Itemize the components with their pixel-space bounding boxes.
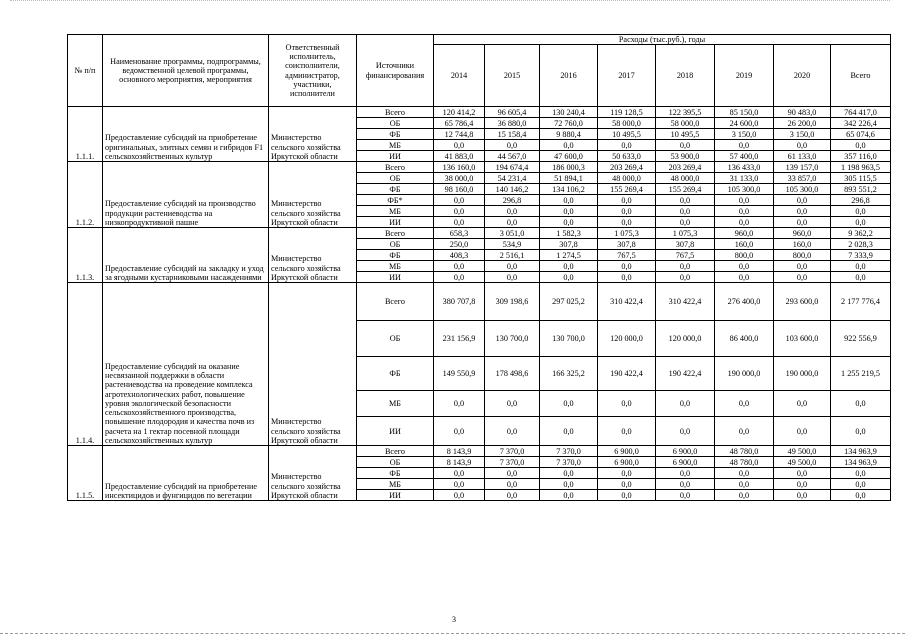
- year-value: 800,0: [774, 250, 831, 261]
- year-value: 6 900,0: [656, 446, 715, 457]
- year-value: 658,3: [434, 228, 485, 239]
- year-value: 1 075,3: [598, 228, 656, 239]
- year-value: 767,5: [656, 250, 715, 261]
- header-sources: Источники финансирования: [357, 35, 434, 107]
- year-value: 1 582,3: [540, 228, 598, 239]
- total-value: 0,0: [831, 261, 891, 272]
- year-value: 98 160,0: [434, 184, 485, 195]
- item-executor: Министерство сельского хозяйства Иркутской области: [269, 162, 357, 228]
- funding-source: МБ: [357, 261, 434, 272]
- year-value: 0,0: [774, 206, 831, 217]
- header-executor: Ответственный исполнитель, соисполнители, администратор, участники, исполнители: [269, 35, 357, 107]
- header-total: Всего: [831, 45, 891, 107]
- year-value: 0,0: [598, 261, 656, 272]
- total-value: 0,0: [831, 490, 891, 501]
- year-value: 0,0: [540, 140, 598, 151]
- year-value: 48 780,0: [715, 457, 774, 468]
- year-value: 57 400,0: [715, 151, 774, 162]
- year-value: 61 133,0: [774, 151, 831, 162]
- year-value: 0,0: [656, 490, 715, 501]
- year-value: 190 422,4: [598, 357, 656, 391]
- total-value: 1 255 219,5: [831, 357, 891, 391]
- table-row: [68, 228, 891, 239]
- header-expenses: Расходы (тыс.руб.), годы: [434, 35, 891, 45]
- year-value: 58 000,0: [598, 118, 656, 129]
- item-executor: Министерство сельского хозяйства Иркутской области: [269, 283, 357, 446]
- total-value: 65 074,6: [831, 129, 891, 140]
- header-year: 2019: [715, 45, 774, 107]
- year-value: 85 150,0: [715, 107, 774, 118]
- funding-source: Всего: [357, 162, 434, 173]
- year-value: 50 633,0: [598, 151, 656, 162]
- year-value: 139 157,0: [774, 162, 831, 173]
- year-value: 2 516,1: [485, 250, 540, 261]
- total-value: 357 116,0: [831, 151, 891, 162]
- year-value: 0,0: [540, 272, 598, 283]
- year-value: 0,0: [540, 206, 598, 217]
- funding-source: ФБ*: [357, 195, 434, 206]
- item-number: 1.1.1.: [68, 107, 103, 162]
- year-value: 86 400,0: [715, 321, 774, 357]
- table-row: [68, 162, 891, 173]
- year-value: 119 128,5: [598, 107, 656, 118]
- total-value: 7 333,9: [831, 250, 891, 261]
- year-value: 310 422,4: [598, 283, 656, 321]
- year-value: 105 300,0: [774, 184, 831, 195]
- year-value: 105 300,0: [715, 184, 774, 195]
- year-value: 0,0: [598, 140, 656, 151]
- year-value: 140 146,2: [485, 184, 540, 195]
- year-value: 296,8: [485, 195, 540, 206]
- year-value: 0,0: [485, 206, 540, 217]
- year-value: 130 700,0: [485, 321, 540, 357]
- total-value: 0,0: [831, 417, 891, 446]
- year-value: 53 900,0: [656, 151, 715, 162]
- year-value: 149 550,9: [434, 357, 485, 391]
- year-value: 96 605,4: [485, 107, 540, 118]
- year-value: 0,0: [485, 490, 540, 501]
- year-value: 0,0: [656, 206, 715, 217]
- item-name: Предоставление субсидий на приобретение инсектицидов и фунгицидов по вегетации: [103, 446, 269, 501]
- year-value: 0,0: [715, 479, 774, 490]
- funding-source: Всего: [357, 107, 434, 118]
- year-value: 0,0: [485, 468, 540, 479]
- funding-source: ИИ: [357, 490, 434, 501]
- year-value: 49 500,0: [774, 457, 831, 468]
- funding-source: ИИ: [357, 417, 434, 446]
- header-year: 2016: [540, 45, 598, 107]
- year-value: 41 883,0: [434, 151, 485, 162]
- year-value: 0,0: [715, 140, 774, 151]
- year-value: 160,0: [715, 239, 774, 250]
- year-value: 380 707,8: [434, 283, 485, 321]
- total-value: 1 198 963,5: [831, 162, 891, 173]
- table-row: [68, 446, 891, 457]
- year-value: 1 274,5: [540, 250, 598, 261]
- year-value: 0,0: [774, 217, 831, 228]
- year-value: 194 674,4: [485, 162, 540, 173]
- year-value: 0,0: [434, 391, 485, 417]
- total-value: 2 028,3: [831, 239, 891, 250]
- year-value: 0,0: [485, 140, 540, 151]
- total-value: 0,0: [831, 272, 891, 283]
- year-value: 0,0: [774, 272, 831, 283]
- funding-source: ОБ: [357, 173, 434, 184]
- year-value: 134 106,2: [540, 184, 598, 195]
- scan-edge-bottom: [0, 633, 905, 636]
- year-value: 0,0: [774, 195, 831, 206]
- item-name: Предоставление субсидий на приобретение оригинальных, элитных семян и гибридов F1 сельскохозяйственных культур: [103, 107, 269, 162]
- total-value: 0,0: [831, 206, 891, 217]
- year-value: 0,0: [434, 206, 485, 217]
- year-value: 6 900,0: [598, 446, 656, 457]
- year-value: 26 200,0: [774, 118, 831, 129]
- year-value: 0,0: [540, 195, 598, 206]
- year-value: 0,0: [434, 490, 485, 501]
- item-number: 1.1.2.: [68, 162, 103, 228]
- year-value: 6 900,0: [656, 457, 715, 468]
- year-value: 3 051,0: [485, 228, 540, 239]
- year-value: 0,0: [434, 140, 485, 151]
- year-value: 0,0: [434, 468, 485, 479]
- item-name: Предоставление субсидий на производство продукции растениеводства на низкопродуктивной пашне: [103, 162, 269, 228]
- year-value: 178 498,6: [485, 357, 540, 391]
- year-value: 0,0: [485, 391, 540, 417]
- funding-source: МБ: [357, 140, 434, 151]
- funding-source: МБ: [357, 391, 434, 417]
- year-value: 48 000,0: [598, 173, 656, 184]
- year-value: 0,0: [598, 479, 656, 490]
- year-value: 136 160,0: [434, 162, 485, 173]
- year-value: 0,0: [715, 490, 774, 501]
- year-value: 120 000,0: [656, 321, 715, 357]
- year-value: 160,0: [774, 239, 831, 250]
- year-value: 120 000,0: [598, 321, 656, 357]
- year-value: 0,0: [598, 272, 656, 283]
- year-value: 51 894,1: [540, 173, 598, 184]
- funding-source: ОБ: [357, 321, 434, 357]
- page-number: 3: [452, 615, 456, 624]
- funding-source: ФБ: [357, 184, 434, 195]
- year-value: 3 150,0: [774, 129, 831, 140]
- total-value: 0,0: [831, 391, 891, 417]
- funding-source: ИИ: [357, 151, 434, 162]
- header-num: № п/п: [68, 35, 103, 107]
- year-value: 800,0: [715, 250, 774, 261]
- year-value: 0,0: [715, 391, 774, 417]
- year-value: 7 370,0: [485, 457, 540, 468]
- year-value: 49 500,0: [774, 446, 831, 457]
- year-value: 0,0: [656, 417, 715, 446]
- funding-source: ОБ: [357, 118, 434, 129]
- year-value: 8 143,9: [434, 446, 485, 457]
- year-value: 0,0: [540, 417, 598, 446]
- year-value: 960,0: [774, 228, 831, 239]
- year-value: 310 422,4: [656, 283, 715, 321]
- funding-source: Всего: [357, 283, 434, 321]
- item-name: Предоставление субсидий на закладку и уход за ягодными кустарниковыми насаждениями: [103, 228, 269, 283]
- year-value: 0,0: [598, 417, 656, 446]
- year-value: 122 395,5: [656, 107, 715, 118]
- year-value: 0,0: [656, 217, 715, 228]
- funding-source: ИИ: [357, 217, 434, 228]
- funding-source: Всего: [357, 446, 434, 457]
- year-value: 7 370,0: [540, 446, 598, 457]
- item-executor: Министерство сельского хозяйства Иркутской области: [269, 446, 357, 501]
- funding-source: ОБ: [357, 239, 434, 250]
- year-value: 0,0: [434, 195, 485, 206]
- year-value: 0,0: [715, 417, 774, 446]
- year-value: 0,0: [656, 140, 715, 151]
- scan-edge-top: [10, 0, 890, 2]
- year-value: 408,3: [434, 250, 485, 261]
- item-executor: Министерство сельского хозяйства Иркутской области: [269, 107, 357, 162]
- header-year: 2017: [598, 45, 656, 107]
- year-value: 120 414,2: [434, 107, 485, 118]
- table-row: [68, 107, 891, 118]
- year-value: 0,0: [774, 140, 831, 151]
- funding-source: ИИ: [357, 272, 434, 283]
- year-value: 103 600,0: [774, 321, 831, 357]
- funding-source: ФБ: [357, 357, 434, 391]
- funding-source: ФБ: [357, 129, 434, 140]
- header-year: 2015: [485, 45, 540, 107]
- year-value: 307,8: [540, 239, 598, 250]
- year-value: 0,0: [598, 195, 656, 206]
- year-value: 31 133,0: [715, 173, 774, 184]
- year-value: 166 325,2: [540, 357, 598, 391]
- year-value: 276 400,0: [715, 283, 774, 321]
- year-value: 6 900,0: [598, 457, 656, 468]
- year-value: 534,9: [485, 239, 540, 250]
- funding-source: ОБ: [357, 457, 434, 468]
- year-value: 0,0: [774, 261, 831, 272]
- total-value: 893 551,2: [831, 184, 891, 195]
- year-value: 58 000,0: [656, 118, 715, 129]
- year-value: 48 780,0: [715, 446, 774, 457]
- total-value: 2 177 776,4: [831, 283, 891, 321]
- year-value: 767,5: [598, 250, 656, 261]
- year-value: 186 000,3: [540, 162, 598, 173]
- year-value: 0,0: [656, 272, 715, 283]
- year-value: 0,0: [656, 261, 715, 272]
- funding-source: ФБ: [357, 468, 434, 479]
- year-value: 0,0: [656, 391, 715, 417]
- year-value: 54 231,4: [485, 173, 540, 184]
- year-value: 9 880,4: [540, 129, 598, 140]
- year-value: 309 198,6: [485, 283, 540, 321]
- year-value: 0,0: [774, 490, 831, 501]
- year-value: 0,0: [434, 261, 485, 272]
- year-value: 155 269,4: [598, 184, 656, 195]
- year-value: 1 075,3: [656, 228, 715, 239]
- year-value: 0,0: [540, 217, 598, 228]
- header-year: 2018: [656, 45, 715, 107]
- year-value: 38 000,0: [434, 173, 485, 184]
- year-value: 90 483,0: [774, 107, 831, 118]
- item-executor: Министерство сельского хозяйства Иркутской области: [269, 228, 357, 283]
- year-value: 24 600,0: [715, 118, 774, 129]
- year-value: 0,0: [434, 479, 485, 490]
- total-value: 922 556,9: [831, 321, 891, 357]
- funding-source: МБ: [357, 206, 434, 217]
- year-value: 0,0: [540, 490, 598, 501]
- year-value: 15 158,4: [485, 129, 540, 140]
- year-value: 0,0: [656, 468, 715, 479]
- year-value: 250,0: [434, 239, 485, 250]
- year-value: 0,0: [715, 261, 774, 272]
- year-value: 8 143,9: [434, 457, 485, 468]
- year-value: 293 600,0: [774, 283, 831, 321]
- year-value: 72 760,0: [540, 118, 598, 129]
- year-value: 3 150,0: [715, 129, 774, 140]
- item-number: 1.1.3.: [68, 228, 103, 283]
- year-value: 0,0: [434, 417, 485, 446]
- year-value: 0,0: [598, 217, 656, 228]
- total-value: 0,0: [831, 140, 891, 151]
- year-value: 130 240,4: [540, 107, 598, 118]
- year-value: 0,0: [485, 272, 540, 283]
- year-value: 0,0: [540, 479, 598, 490]
- year-value: 12 744,8: [434, 129, 485, 140]
- year-value: 136 433,0: [715, 162, 774, 173]
- total-value: 9 362,2: [831, 228, 891, 239]
- item-number: 1.1.4.: [68, 283, 103, 446]
- year-value: 0,0: [485, 261, 540, 272]
- year-value: 0,0: [434, 217, 485, 228]
- header-year: 2014: [434, 45, 485, 107]
- year-value: 0,0: [434, 272, 485, 283]
- year-value: 7 370,0: [540, 457, 598, 468]
- year-value: 7 370,0: [485, 446, 540, 457]
- year-value: 960,0: [715, 228, 774, 239]
- year-value: 307,8: [656, 239, 715, 250]
- item-number: 1.1.5.: [68, 446, 103, 501]
- year-value: 0,0: [715, 217, 774, 228]
- year-value: 0,0: [774, 391, 831, 417]
- table-row: [68, 283, 891, 321]
- total-value: 296,8: [831, 195, 891, 206]
- year-value: 155 269,4: [656, 184, 715, 195]
- year-value: 0,0: [598, 391, 656, 417]
- total-value: 0,0: [831, 468, 891, 479]
- year-value: 203 269,4: [598, 162, 656, 173]
- year-value: 0,0: [715, 206, 774, 217]
- year-value: 0,0: [715, 272, 774, 283]
- year-value: 190 000,0: [774, 357, 831, 391]
- year-value: 0,0: [598, 206, 656, 217]
- year-value: 190 422,4: [656, 357, 715, 391]
- year-value: 0,0: [715, 468, 774, 479]
- year-value: 48 000,0: [656, 173, 715, 184]
- year-value: 0,0: [656, 195, 715, 206]
- year-value: 0,0: [598, 490, 656, 501]
- year-value: 47 600,0: [540, 151, 598, 162]
- total-value: 0,0: [831, 479, 891, 490]
- item-name: Предоставление субсидий на оказание несвязанной поддержки в области растениеводства на проведение комплекса агротехнологических работ, повышение уровня экологической безопасности сельскохозяйственного производства, повышение плодородия и качества почв из расчета на 1 гектар посевной площади сельскохозяйственных культур: [103, 283, 269, 446]
- year-value: 0,0: [540, 468, 598, 479]
- year-value: 0,0: [485, 479, 540, 490]
- year-value: 297 025,2: [540, 283, 598, 321]
- year-value: 0,0: [540, 391, 598, 417]
- year-value: 36 880,0: [485, 118, 540, 129]
- year-value: 0,0: [774, 479, 831, 490]
- year-value: 0,0: [485, 217, 540, 228]
- year-value: 0,0: [774, 468, 831, 479]
- year-value: 10 495,5: [598, 129, 656, 140]
- funding-source: ФБ: [357, 250, 434, 261]
- year-value: 307,8: [598, 239, 656, 250]
- header-name: Наименование программы, подпрограммы, ведомственной целевой программы, основного мероприятия, мероприятия: [103, 35, 269, 107]
- total-value: 764 417,0: [831, 107, 891, 118]
- funding-source: Всего: [357, 228, 434, 239]
- total-value: 134 963,9: [831, 446, 891, 457]
- year-value: 203 269,4: [656, 162, 715, 173]
- total-value: 305 115,5: [831, 173, 891, 184]
- header-year: 2020: [774, 45, 831, 107]
- year-value: 130 700,0: [540, 321, 598, 357]
- year-value: 0,0: [715, 195, 774, 206]
- funding-source: МБ: [357, 479, 434, 490]
- year-value: 65 786,4: [434, 118, 485, 129]
- year-value: 33 857,0: [774, 173, 831, 184]
- total-value: 342 226,4: [831, 118, 891, 129]
- year-value: 231 156,9: [434, 321, 485, 357]
- year-value: 0,0: [774, 417, 831, 446]
- year-value: 0,0: [485, 417, 540, 446]
- total-value: 0,0: [831, 217, 891, 228]
- year-value: 0,0: [540, 261, 598, 272]
- budget-table: [67, 34, 891, 501]
- total-value: 134 963,9: [831, 457, 891, 468]
- year-value: 10 495,5: [656, 129, 715, 140]
- year-value: 44 567,0: [485, 151, 540, 162]
- year-value: 0,0: [598, 468, 656, 479]
- year-value: 0,0: [656, 479, 715, 490]
- year-value: 190 000,0: [715, 357, 774, 391]
